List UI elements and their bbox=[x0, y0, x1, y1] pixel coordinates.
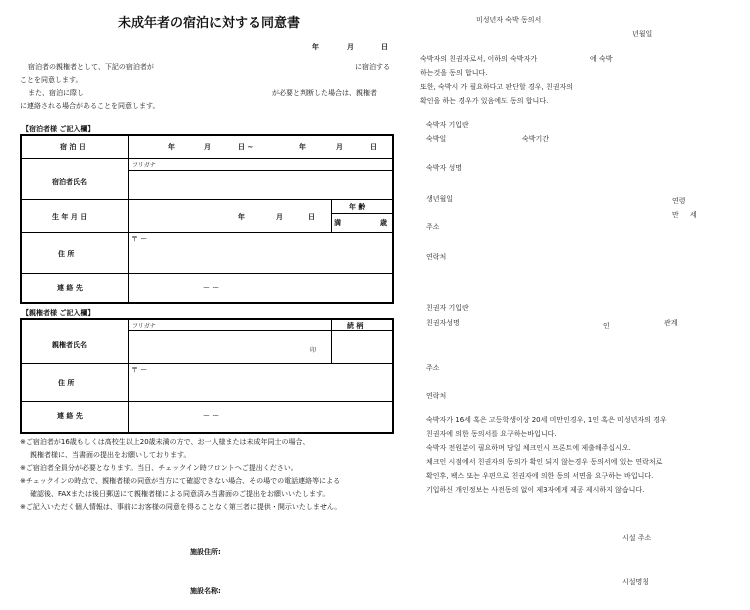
jp-stay-to-month: 月 bbox=[336, 143, 343, 151]
jp-guest-section-label: 【宿泊者様 ご記入欄】 bbox=[22, 125, 95, 133]
jp-stay-from-month: 月 bbox=[204, 143, 211, 151]
jp-parent-postal: 〒 ー bbox=[131, 366, 148, 374]
jp-parent-section-label: 【親権者様 ご記入欄】 bbox=[22, 309, 95, 317]
jp-dob-month: 月 bbox=[276, 213, 283, 221]
jp-intro-line3b: が必要と判断した場合は、親権者 bbox=[272, 89, 377, 97]
jp-dob-day: 日 bbox=[308, 213, 315, 221]
ko-note-4: 체크인 시점에서 친권자의 동의가 확인 되지 않는경우 동의서에 있는 연락처로 bbox=[426, 458, 663, 466]
jp-guest-contact-label: 連 絡 先 bbox=[57, 284, 83, 292]
jp-stay-from-day: 日 ~ bbox=[238, 143, 254, 151]
jp-intro-line1a: 宿泊者の親権者として、下記の宿泊者が bbox=[28, 63, 154, 71]
ko-date: 년월일 bbox=[632, 30, 653, 38]
jp-intro-line2: ことを同意します。 bbox=[20, 76, 83, 84]
ko-relation: 관계 bbox=[664, 319, 678, 327]
jp-guest-contact-dash: ー ー bbox=[203, 284, 220, 292]
ko-title: 미성년자 숙박 동의서 bbox=[476, 16, 542, 24]
jp-date-day: 日 bbox=[381, 43, 388, 51]
ko-note-2: 친권자에 의한 동의서를 요구하는바입니다. bbox=[426, 430, 557, 438]
ko-address: 주소 bbox=[426, 223, 440, 231]
jp-guest-address-label: 住 所 bbox=[58, 250, 75, 258]
ko-age-man: 만 bbox=[672, 211, 679, 219]
ko-note-5: 확인후, 팩스 또는 우편으로 친권자에 의한 동의 서면을 요구하는 바입니다. bbox=[426, 472, 654, 480]
jp-intro-line4: に連絡される場合があることを同意します。 bbox=[20, 102, 160, 110]
jp-stay-to-year: 年 bbox=[299, 143, 306, 151]
jp-parent-seal: 印 bbox=[310, 347, 317, 354]
jp-note-1: ※ご宿泊者が16歳もしくは高校生以上20歳未満の方で、お一人様または未成年同士の場合、 bbox=[20, 438, 310, 446]
ko-seal: 인 bbox=[603, 322, 610, 330]
jp-parent-address-label: 住 所 bbox=[58, 379, 75, 387]
ko-intro-1a: 숙박자의 친권자로서, 이하의 숙박자가 bbox=[420, 55, 538, 63]
jp-facility-address: 施設住所: bbox=[190, 548, 221, 556]
ko-guest-section: 숙박자 기입란 bbox=[426, 121, 469, 129]
ko-dob: 생년월일 bbox=[426, 195, 454, 203]
jp-parent-name-label: 親権者氏名 bbox=[52, 341, 87, 349]
jp-stay-to-day: 日 bbox=[370, 143, 377, 151]
ko-parent-section: 친권자 기입란 bbox=[426, 304, 469, 312]
jp-title: 未成年者の宿泊に対する同意書 bbox=[118, 16, 301, 31]
ko-parent-address: 주소 bbox=[426, 364, 440, 372]
jp-intro-line3a: また、宿泊に際し bbox=[28, 89, 84, 97]
jp-note-3: ※ご宿泊者全員分が必要となります。当日、チェックイン時フロントへご提出ください。 bbox=[20, 464, 298, 472]
jp-dob-label: 生 年 月 日 bbox=[52, 213, 88, 221]
ko-parent-contact: 연락처 bbox=[426, 392, 447, 400]
jp-parent-contact-label: 連 絡 先 bbox=[57, 412, 83, 420]
jp-stay-from-year: 年 bbox=[168, 143, 175, 151]
jp-note-2: 親権者様に、当書面の提出をお願いしております。 bbox=[30, 451, 191, 459]
ko-note-6: 기입하신 개인정보는 사전동의 없이 제3자에게 제공 제시하지 않습니다. bbox=[426, 486, 645, 494]
ko-age: 연령 bbox=[672, 197, 686, 205]
ko-parent-name: 친권자성명 bbox=[426, 319, 460, 327]
jp-note-6: ※ご記入いただく個人情報は、事前にお客様の同意を得ることなく第三者に提供・開示いたしません。 bbox=[20, 503, 342, 511]
jp-dob-year: 年 bbox=[238, 213, 245, 221]
ko-note-1: 숙박자가 16세 혹은 고등학생이상 20세 미만인경우, 1인 혹은 미성년자의 경우 bbox=[426, 416, 667, 424]
ko-note-3: 숙박자 전원분이 필요하며 당일 체크인시 프론트에 제출해주십시오. bbox=[426, 444, 631, 452]
ko-intro-1b: 에 숙박 bbox=[590, 55, 613, 63]
jp-guest-postal: 〒 ー bbox=[131, 235, 148, 243]
jp-date-month: 月 bbox=[347, 43, 354, 51]
jp-facility-name: 施設名称: bbox=[190, 587, 221, 595]
ko-guest-name: 숙박자 성명 bbox=[426, 164, 463, 172]
jp-intro-line1b: に宿泊する bbox=[355, 63, 390, 71]
jp-date-year: 年 bbox=[312, 43, 319, 51]
ko-intro-2: 하는것을 동의 합니다. bbox=[420, 69, 488, 77]
jp-parent-furigana: フリガナ bbox=[132, 323, 156, 330]
jp-guest-name-label: 宿泊者氏名 bbox=[52, 178, 87, 186]
jp-age-man: 満 bbox=[334, 219, 341, 227]
jp-guest-furigana: フリガナ bbox=[132, 162, 156, 169]
ko-age-se: 세 bbox=[690, 211, 697, 219]
jp-parent-contact-dash: ー ー bbox=[203, 412, 220, 420]
jp-stay-date-label: 宿 泊 日 bbox=[60, 143, 86, 151]
jp-age-label: 年 齢 bbox=[349, 203, 366, 211]
jp-age-sai: 歳 bbox=[380, 219, 387, 227]
ko-intro-3: 또한, 숙박시 가 필요하다고 판단할 경우, 친권자의 bbox=[420, 83, 574, 91]
jp-note-5: 確認後、FAXまたは後日郵送にて親権者様による同意済み当書面のご提出をお願いいたします。 bbox=[30, 490, 330, 498]
jp-parent-relation-label: 続 柄 bbox=[347, 322, 364, 330]
ko-stay-date: 숙박일 bbox=[426, 135, 447, 143]
ko-stay-period: 숙박기간 bbox=[522, 135, 550, 143]
ko-facility-name: 시설명칭 bbox=[622, 578, 650, 586]
ko-facility-address: 시설 주소 bbox=[622, 534, 652, 542]
ko-intro-4: 확인을 하는 경우가 있음에도 동의 합니다. bbox=[420, 97, 549, 105]
jp-note-4: ※チェックインの時点で、親権者様の同意が当方にて確認できない場合、その場での電話連絡等による bbox=[20, 477, 341, 485]
ko-contact: 연락처 bbox=[426, 253, 447, 261]
